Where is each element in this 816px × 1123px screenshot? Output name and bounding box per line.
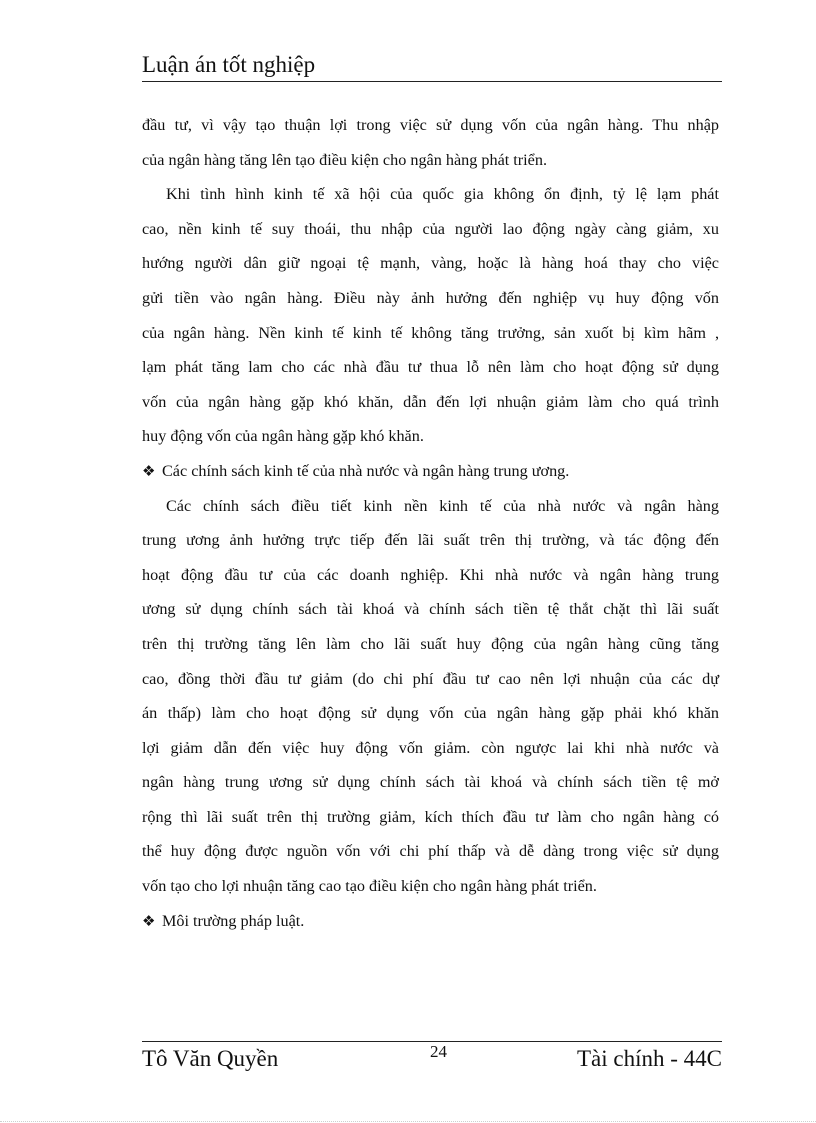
text-line: rộng thì lãi suất trên thị trường giảm, kích thích đầu tư làm cho ngân hàng có	[142, 807, 719, 826]
bullet-heading	[142, 904, 719, 939]
bullet-heading-text: Các chính sách kinh tế của nhà nước và ngân hàng trung ương.	[162, 461, 570, 480]
text-line: hướng người dân giữ ngoại tệ mạnh, vàng, hoặc là hàng hoá thay cho việc	[142, 254, 719, 273]
text-line: lợi giảm dẫn đến việc huy động vốn giảm. còn ngược lai khi nhà nước và	[142, 738, 719, 757]
page-footer	[142, 1041, 722, 1082]
text-line: án thấp) làm cho hoạt động sử dụng vốn của ngân hàng gặp phải khó khăn	[142, 704, 719, 723]
text-line: huy động vốn của ngân hàng gặp khó khăn.	[142, 427, 424, 446]
page-number: 24	[430, 1042, 447, 1061]
text-line: ngân hàng trung ương sử dụng chính sách tài khoá và chính sách tiền tệ mở	[142, 773, 719, 792]
diamond-bullet-icon: ❖	[142, 911, 156, 930]
text-line: trên thị trường tăng lên làm cho lãi suất huy động của ngân hàng cũng tăng	[142, 634, 719, 653]
paragraph	[142, 108, 719, 177]
text-line: của ngân hàng tăng lên tạo điều kiện cho ngân hàng phát triển.	[142, 150, 548, 169]
diamond-bullet-icon: ❖	[142, 461, 156, 480]
footer-department: Tài chính - 44C	[577, 1046, 722, 1071]
page-edge-divider	[0, 1121, 816, 1122]
text-line: vốn của ngân hàng gặp khó khăn, dẫn đến lợi nhuận giảm làm cho quá trình	[142, 392, 719, 411]
paragraph	[142, 489, 719, 904]
bullet-heading	[142, 454, 719, 489]
text-line: trung ương ảnh hưởng trực tiếp đến lãi suất trên thị trường, và tác động đến	[142, 531, 719, 550]
paragraph	[142, 177, 719, 454]
text-line: Khi tình hình kinh tế xã hội của quốc gia không ổn định, tỷ lệ lạm phát	[166, 185, 719, 204]
text-line: hoạt động đầu tư của các doanh nghiệp. Khi nhà nước và ngân hàng trung	[142, 565, 719, 584]
text-line: vốn tạo cho lợi nhuận tăng cao tạo điều kiện cho ngân hàng phát triển.	[142, 877, 597, 896]
header-title: Luận án tốt nghiệp	[142, 52, 316, 77]
footer-author: Tô Văn Quyền	[142, 1046, 279, 1071]
text-line: đầu tư, vì vậy tạo thuận lợi trong việc sử dụng vốn của ngân hàng. Thu nhập	[142, 116, 719, 134]
text-line: gửi tiền vào ngân hàng. Điều này ảnh hưởng đến nghiệp vụ huy động vốn	[142, 288, 719, 307]
bullet-heading-text: Môi trường pháp luật.	[162, 911, 305, 930]
text-line: của ngân hàng. Nền kinh tế kinh tế không tăng trưởng, sản xuốt bị kìm hãm ,	[142, 323, 719, 342]
text-line: thể huy động được nguồn vốn với chi phí thấp và dễ dàng trong việc sử dụng	[142, 842, 719, 861]
text-line: ương sử dụng chính sách tài khoá và chính sách tiền tệ thắt chặt thì lãi suất	[142, 600, 719, 619]
text-line: Các chính sách điều tiết kinh nền kinh tế của nhà nước và ngân hàng	[166, 496, 719, 515]
text-line: lạm phát tăng lam cho các nhà đầu tư thua lỗ nên làm cho hoạt động sử dụng	[142, 358, 719, 377]
document-body	[142, 108, 719, 938]
text-line: cao, đồng thời đầu tư giảm (do chi phí đầu tư cao nên lợi nhuận của các dự	[142, 669, 719, 688]
page-header	[142, 50, 722, 82]
text-line: cao, nền kinh tế suy thoái, thu nhập của người lao động ngày càng giảm, xu	[142, 219, 719, 238]
